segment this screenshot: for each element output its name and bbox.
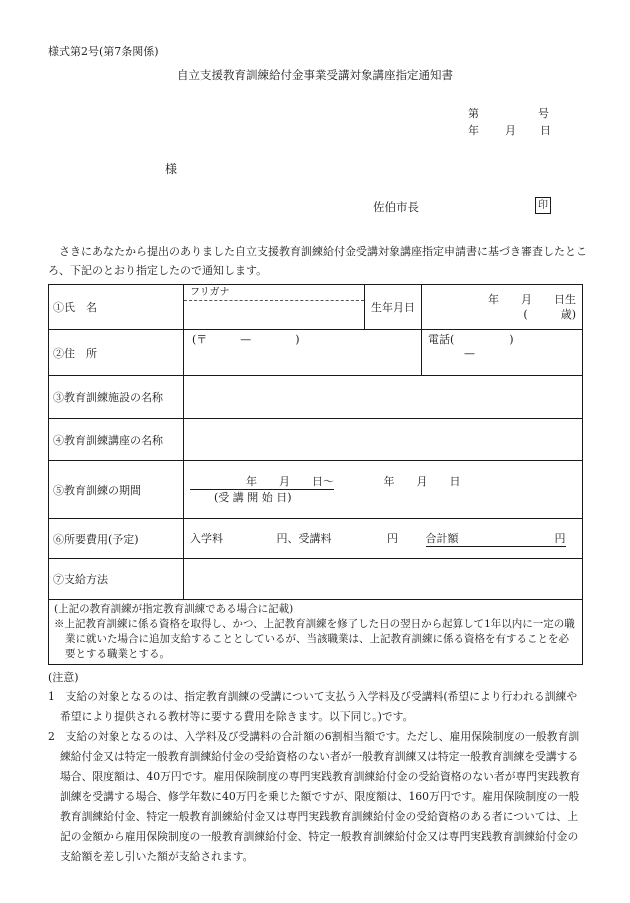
birth-age: ( 歳) <box>523 308 576 321</box>
facility-field <box>184 376 583 419</box>
note-item-1: 1 支給の対象となるのは、指定教育訓練の受講について支払う入学料及び受講料(希望により行われる訓練や希望により提供される教材等に要する費用を除きます。以下同じ。)です。 <box>48 690 578 723</box>
intro-paragraph: さきにあなたから提出のありました自立支援教育訓練給付金受講対象講座指定申請書に基づき審査したところ、下記のとおり指定したので通知します。 <box>48 245 587 277</box>
payment-label: ⑦支給方法 <box>49 559 184 600</box>
total-yen: 円 <box>554 532 566 545</box>
postal-code: (〒 — ) <box>192 333 300 346</box>
note-body: ※上記教育訓練に係る資格を取得し、かつ、上記教育訓練を修了した日の翌日から起算して1年以内に一定の職業に就いた場合に追加支給することとしているが、当該職業は、上記教育訓練に係る資格を有することを必要とする職業とする。 <box>54 618 575 660</box>
seal-box: 印 <box>535 197 551 214</box>
payment-field <box>184 559 583 600</box>
number-label-right: 号 <box>538 107 549 120</box>
course-fee-yen: 円 <box>387 532 398 545</box>
birth-label: 生年月日 <box>365 285 422 330</box>
period-end: 年 月 日 <box>383 475 461 488</box>
period-start: 年 月 日〜 <box>190 474 334 490</box>
period-label: ⑤教育訓練の期間 <box>49 461 184 519</box>
note-item-2: 2 支給の対象となるのは、入学料及び受講料の合計額の6割相当額です。ただし、雇用保険制度の一般教育訓練給付金又は特定一般教育訓練給付金の受給資格のない者が一般教育訓練又は特定一般教育訓練を受講する場合、限度額は、40万円です。雇用保険制度の専門実践教育訓練給付金の受給資格のない者が専門実践教育訓練を受講する場合、修学年数に40万円を乗じた額ですが、限度額は、160万円です。雇用保険制度の一般教育訓練給付金、特定一般教育訓練給付金又は専門実践教育訓練給付金の受給資格のある者については、上記の金額から雇用保険制度の一般教育訓練給付金、特定一般教育訓練給付金又は専門実践教育訓練給付金の支給額を差し引いた額が支給されます。 <box>48 730 581 863</box>
note-header: (上記の教育訓練が指定教育訓練である場合に記載) <box>54 603 294 615</box>
facility-label: ③教育訓練施設の名称 <box>49 376 184 419</box>
addressee-suffix: 様 <box>165 162 178 176</box>
period-start-note: (受 講 開 始 日) <box>214 491 292 504</box>
address-label: ②住 所 <box>49 330 184 376</box>
address-field <box>184 330 422 376</box>
number-label-left: 第 <box>468 107 479 120</box>
date-day-label: 日 <box>540 124 551 137</box>
date-month-label: 月 <box>505 124 516 137</box>
form-number: 様式第2号(第7条関係) <box>48 45 159 58</box>
admission-label: 入学料 <box>190 532 223 545</box>
course-fee-label: 円、受講料 <box>276 532 332 545</box>
issuer-name: 佐伯市長 <box>373 200 419 214</box>
course-label: ④教育訓練講座の名称 <box>49 419 184 461</box>
document-title: 自立支援教育訓練給付金事業受講対象講座指定通知書 <box>177 68 453 82</box>
date-year-label: 年 <box>468 124 479 137</box>
total-label: 合計額 <box>425 532 459 545</box>
period-field <box>184 461 583 519</box>
course-field <box>184 419 583 461</box>
notes-list <box>48 687 585 867</box>
designated-note <box>49 600 583 665</box>
phone-dash: — <box>464 347 475 360</box>
cost-label: ⑥所要費用(予定) <box>49 519 184 559</box>
birth-field <box>422 285 583 330</box>
name-field <box>184 285 365 330</box>
total-amount <box>426 530 566 547</box>
cost-field <box>184 519 583 559</box>
name-label: ①氏 名 <box>49 285 184 330</box>
birth-ymd: 年 月 日生 <box>488 293 576 306</box>
furigana-label: フリガナ <box>184 285 364 301</box>
phone-field <box>422 330 583 376</box>
phone-label: 電話( ) <box>428 333 514 346</box>
application-table <box>48 284 583 665</box>
notes-heading: (注意) <box>48 671 79 684</box>
